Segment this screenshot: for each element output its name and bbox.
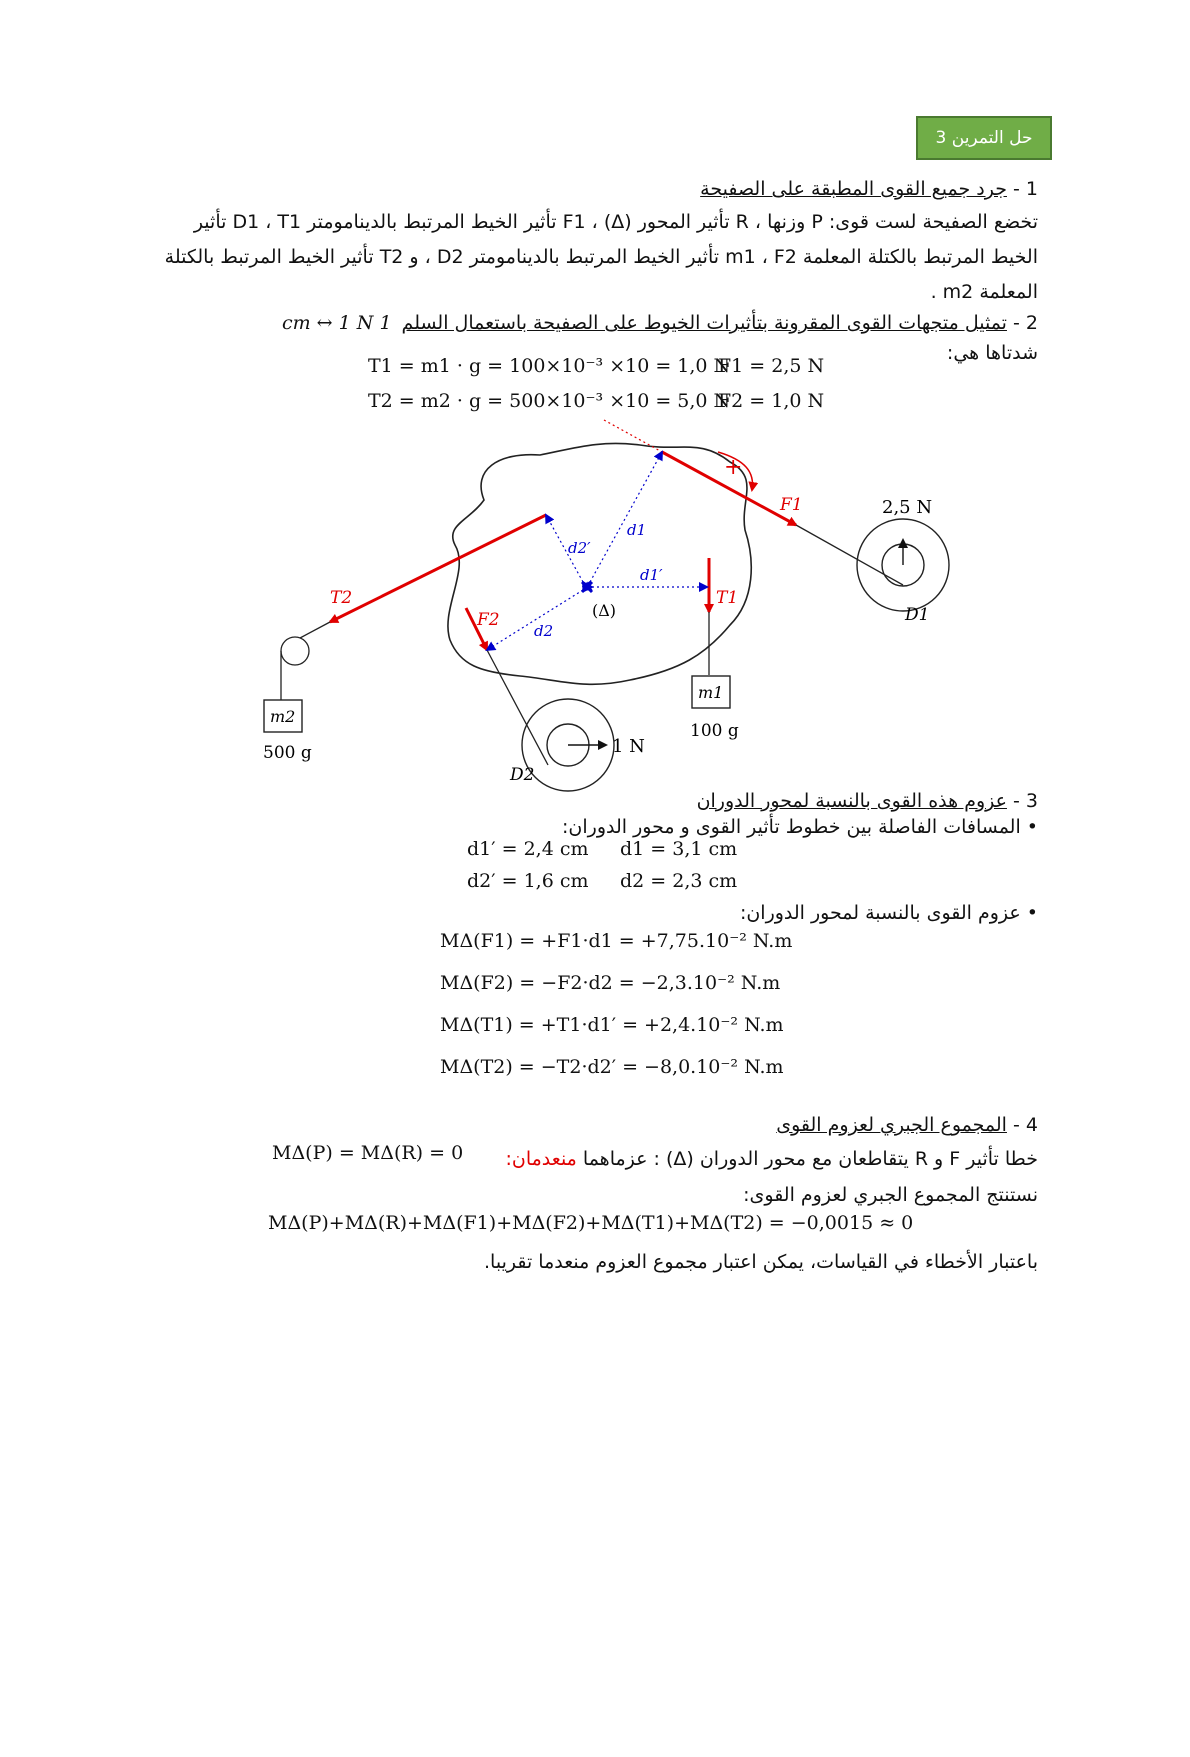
F2-label: F2: [477, 610, 500, 630]
d2-line: [487, 590, 583, 650]
rotation-plus-sign: +: [724, 455, 743, 480]
d1-label: d1: [627, 521, 647, 539]
exercise-badge: حل التمرين 3: [916, 116, 1052, 160]
T2-arrow: [330, 515, 546, 622]
distance-d2p: d2′ = 1,6 cm: [467, 870, 589, 892]
moment-F2: MΔ(F2) = −F2·d2 = −2,3.10⁻² N.m: [440, 972, 781, 994]
T2-label: T2: [330, 588, 353, 608]
d1p-label: d1′: [640, 566, 663, 584]
section-4-line-2: نستنتج المجموع الجبري لعزوم القوى:: [743, 1184, 1038, 1206]
equation-T2: T2 = m2 · g = 500×10⁻³ ×10 = 5,0 N: [368, 390, 731, 412]
m1-mass: 100 g: [690, 721, 739, 741]
F1-line-dotted: [604, 420, 662, 452]
equation-F2: F2 = 1,0 N: [718, 390, 825, 412]
d2-label: d2: [534, 622, 554, 640]
section-3-title: عزوم هذه القوى بالنسبة لمحور الدوران: [696, 790, 1007, 812]
m2-mass: 500 g: [263, 743, 312, 763]
moment-T2: MΔ(T2) = −T2·d2′ = −8,0.10⁻² N.m: [440, 1056, 784, 1078]
F2-string: [487, 650, 548, 765]
D2-label: D2: [510, 765, 535, 785]
section-4-line-1b: منعدمان:: [505, 1148, 577, 1170]
moment-F1: MΔ(F1) = +F1·d1 = +7,75.10⁻² N.m: [440, 930, 793, 952]
equation-moments-sum: MΔ(P)+MΔ(R)+MΔ(F1)+MΔ(F2)+MΔ(T1)+MΔ(T2) = −0,0015 ≈ 0: [268, 1212, 914, 1234]
section-1-number: 1 -: [1006, 178, 1038, 200]
moment-T1: MΔ(T1) = +T1·d1′ = +2,4.10⁻² N.m: [440, 1014, 784, 1036]
distance-d1: d1 = 3,1 cm: [620, 838, 738, 860]
axis-marker: [582, 582, 592, 592]
F1-label: F1: [780, 495, 803, 515]
m2-pulley: [281, 637, 309, 665]
axis-label: (Δ): [592, 601, 617, 620]
T1-label: T1: [716, 588, 739, 608]
d1-line: [590, 452, 662, 582]
section-3-number: 3 -: [1006, 790, 1038, 812]
section-3-bullet-2: • عزوم القوى بالنسبة لمحور الدوران:: [739, 902, 1038, 924]
section-1-line-3: المعلمة m2 .: [930, 281, 1038, 303]
section-4-title: المجموع الجبري لعزوم القوى: [776, 1114, 1007, 1136]
section-3-bullet-1: • المسافات الفاصلة بين خطوط تأثير القوى و محور الدوران:: [562, 816, 1038, 838]
F1-string: [796, 525, 903, 585]
m2-label: m2: [270, 707, 296, 726]
section-4-conclusion: باعتبار الأخطاء في القياسات، يمكن اعتبار مجموع العزوم منعدما تقريبا.: [484, 1251, 1038, 1273]
section-2-intro: شدتاها هي:: [946, 342, 1038, 364]
D1-label: D1: [905, 605, 930, 625]
equation-moments-zero: MΔ(P) = MΔ(R) = 0: [272, 1142, 464, 1164]
section-2-number: 2 -: [1006, 312, 1038, 334]
section-3-bullet-2-text: عزوم القوى بالنسبة لمحور الدوران:: [739, 902, 1021, 924]
section-2-title: تمثيل متجهات القوى المقرونة بتأثيرات الخيوط على الصفيحة باستعمال السلم: [401, 312, 1007, 334]
scale-label: 1 cm ↔ 1 N: [281, 312, 392, 334]
section-4-line-1a: خطا تأثير F و R يتقاطعان مع محور الدوران (Δ) : عزماهما: [582, 1148, 1038, 1170]
distance-d1p: d1′ = 2,4 cm: [467, 838, 589, 860]
equation-T1: T1 = m1 · g = 100×10⁻³ ×10 = 1,0 N: [368, 355, 731, 377]
section-4-heading: [138, 1108, 1038, 1142]
section-3-bullet-1-text: المسافات الفاصلة بين خطوط تأثير القوى و محور الدوران:: [562, 816, 1021, 838]
section-1-line-2: الخيط المرتبط بالكتلة المعلمة m1 ، F2 تأثير الخيط المرتبط بالدينامومتر D2 ، و T2 تأثير الخيط المرتبط بالكتلة: [164, 246, 1038, 268]
m1-label: m1: [698, 683, 724, 702]
D2-reading: 1 N: [612, 736, 645, 757]
d2p-label: d2′: [568, 539, 591, 557]
T2-string: [300, 622, 330, 638]
distance-d2: d2 = 2,3 cm: [620, 870, 738, 892]
D1-reading: 2,5 N: [882, 497, 933, 518]
equation-F1: F1 = 2,5 N: [718, 355, 825, 377]
section-1-title: جرد جميع القوى المطبقة على الصفيحة: [700, 178, 1007, 200]
forces-diagram: [0, 0, 1190, 800]
section-4-number: 4 -: [1006, 1114, 1038, 1136]
section-1-line-1: تخضع الصفيحة لست قوى: P وزنها ، R تأثير المحور (Δ) ، F1 تأثير الخيط المرتبط بالدينامومتر D1 ، T1 تأثير: [193, 211, 1038, 233]
